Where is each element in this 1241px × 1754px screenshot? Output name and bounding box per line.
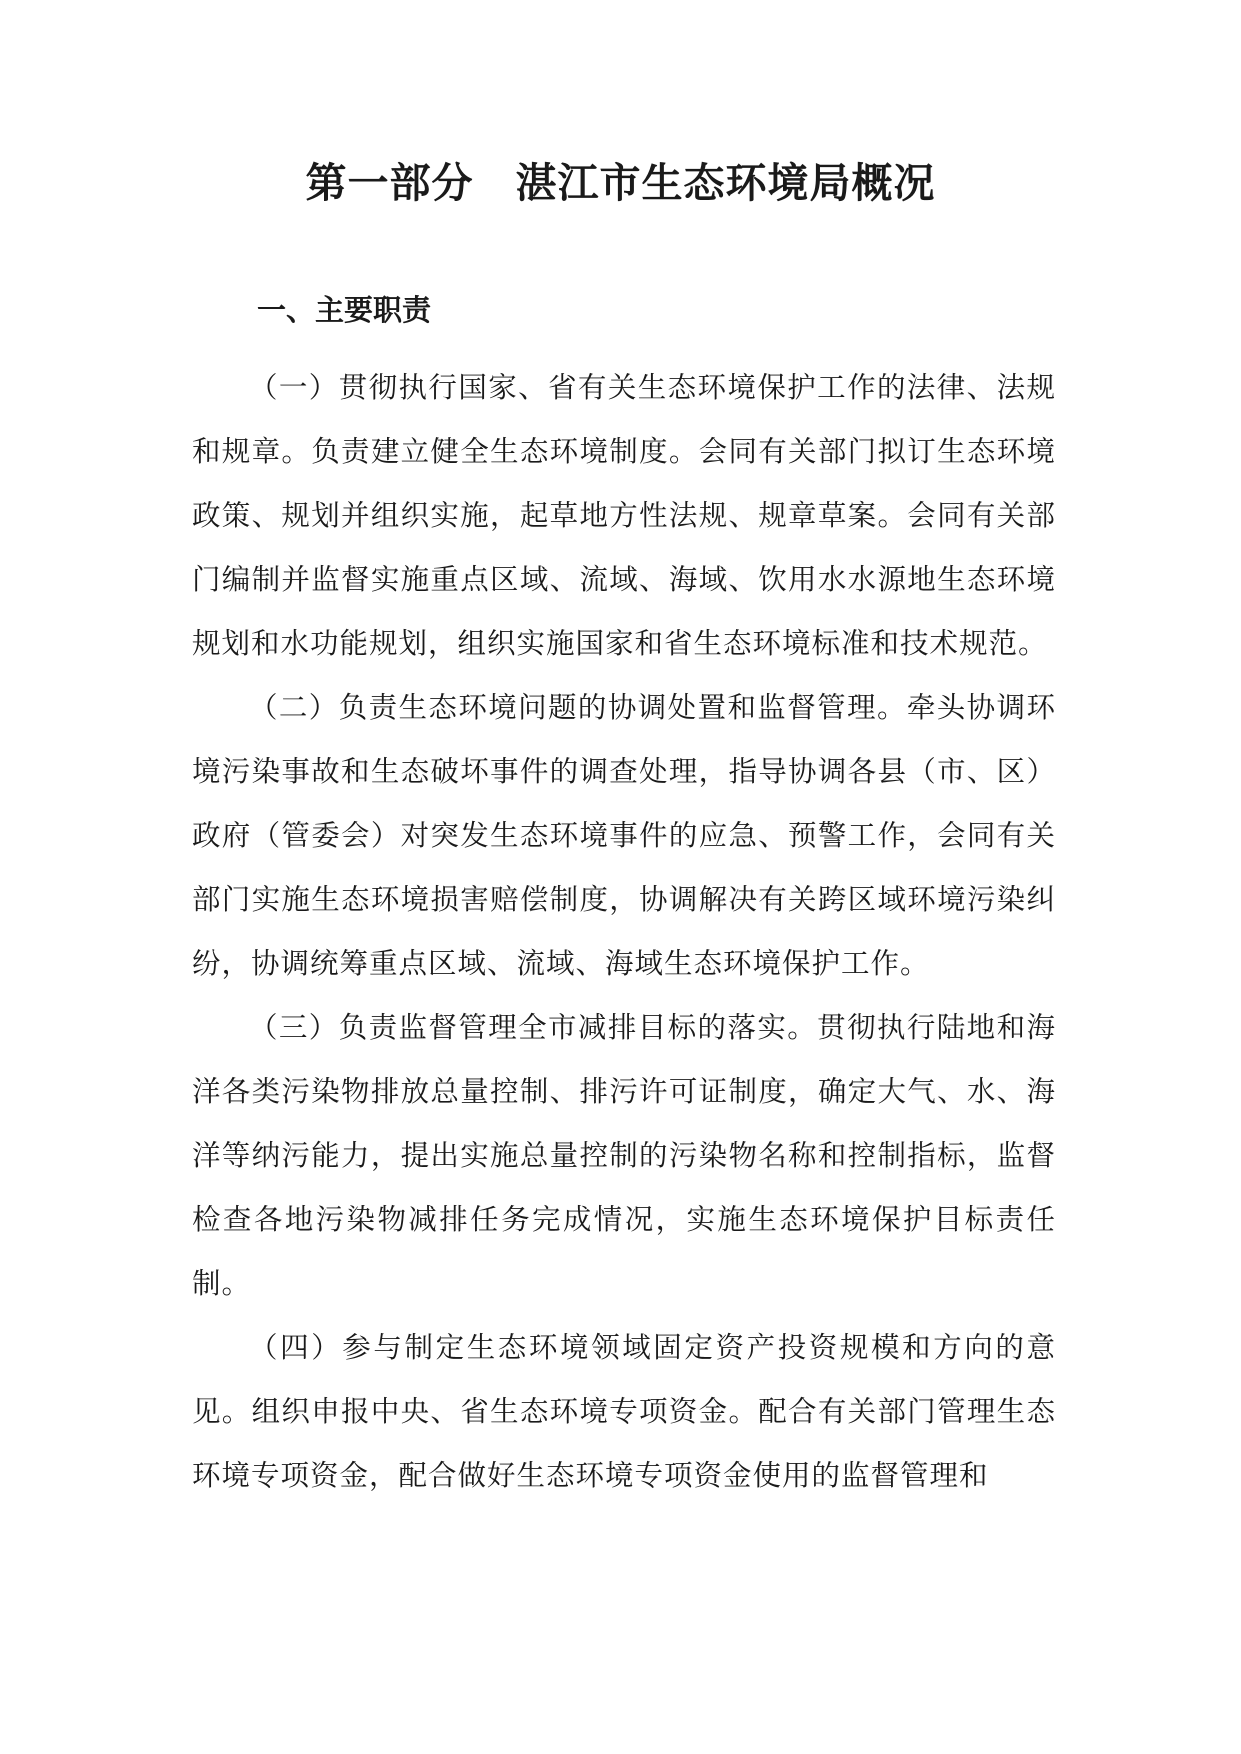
paragraph-duty-2: （二）负责生态环境问题的协调处置和监督管理。牵头协调环境污染事故和生态破坏事件的调查处理，指导协调各县（市、区）政府（管委会）对突发生态环境事件的应急、预警工作，会同有关部门实施生态环境损害赔偿制度，协调解决有关跨区域环境污染纠纷，协调统筹重点区域、流域、海域生态环境保护工作。 (192, 691, 1056, 980)
paragraph-duty-4: （四）参与制定生态环境领域固定资产投资规模和方向的意见。组织申报中央、省生态环境专项资金。配合有关部门管理生态环境专项资金，配合做好生态环境专项资金使用的监督管理和 (192, 1331, 1056, 1492)
paragraph-duty-1: （一）贯彻执行国家、省有关生态环境保护工作的法律、法规和规章。负责建立健全生态环境制度。会同有关部门拟订生态环境政策、规划并组织实施，起草地方性法规、规章草案。会同有关部门编制并监督实施重点区域、流域、海域、饮用水水源地生态环境规划和水功能规划，组织实施国家和省生态环境标准和技术规范。 (192, 371, 1056, 660)
paragraph-duty-3: （三）负责监督管理全市减排目标的落实。贯彻执行陆地和海洋各类污染物排放总量控制、排污许可证制度，确定大气、水、海洋等纳污能力，提出实施总量控制的污染物名称和控制指标，监督检查各地污染物减排任务完成情况，实施生态环境保护目标责任制。 (192, 1011, 1056, 1300)
section-heading-main-duties: 一、主要职责 (257, 293, 432, 327)
page-title: 第一部分 湛江市生态环境局概况 (305, 159, 936, 207)
section-body (192, 356, 1056, 1508)
